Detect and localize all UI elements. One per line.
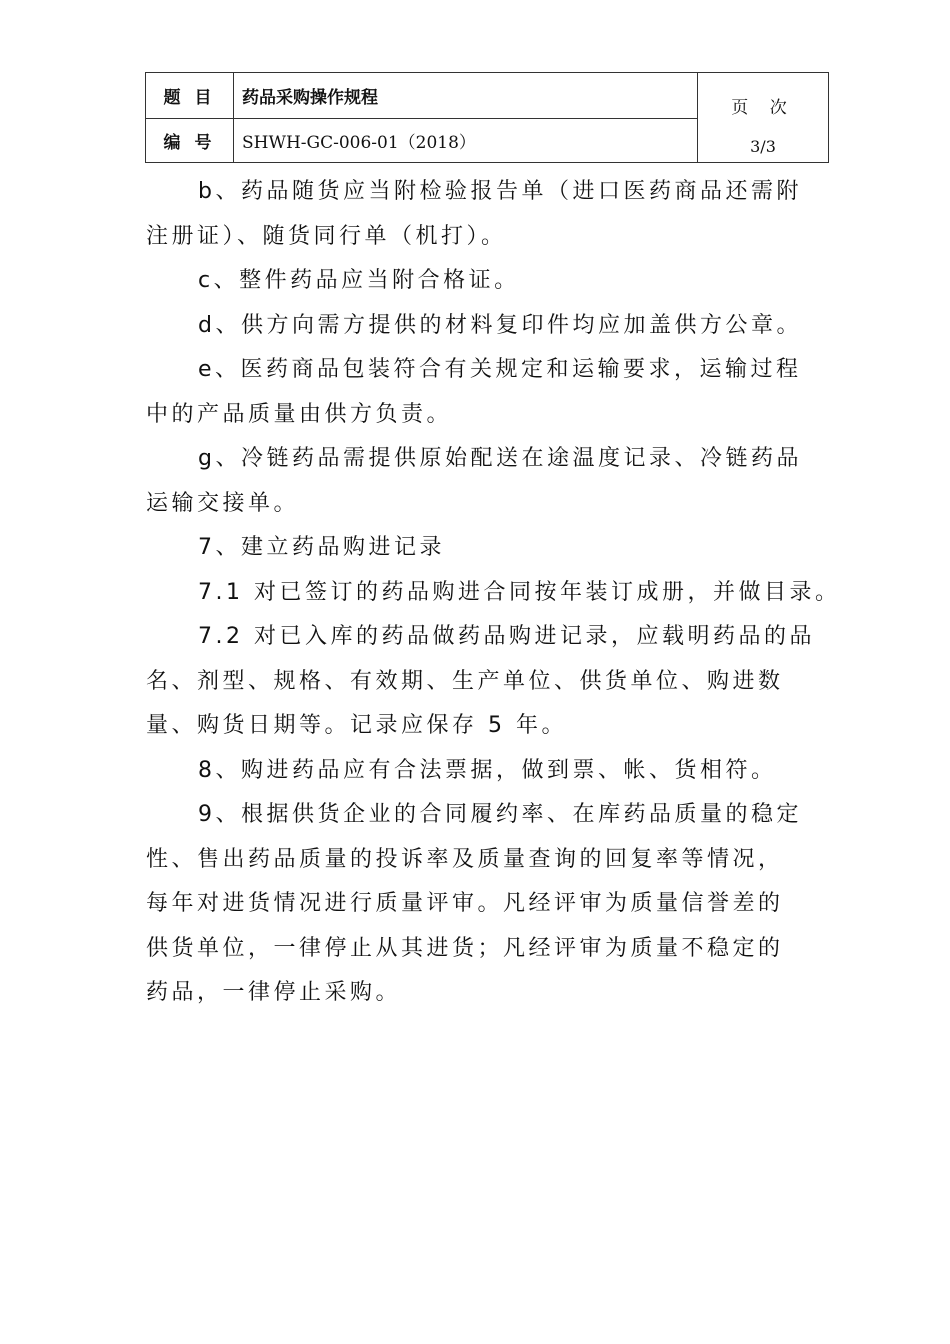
page-label: 页 次: [731, 98, 795, 118]
paragraph-d: d、供方向需方提供的材料复印件均应加盖供方公章。: [198, 312, 802, 338]
paragraph-9-line-4: 供货单位，一律停止从其进货；凡经评审为质量不稳定的: [146, 935, 784, 961]
document-code: SHWH-GC-006-01（2018）: [234, 119, 698, 163]
paragraph-b: b、药品随货应当附检验报告单（进口医药商品还需附注册证）、随货同行单（机打）。: [146, 179, 802, 249]
paragraph-c: c、整件药品应当附合格证。: [198, 268, 520, 293]
paragraph-7-2: 7.2 对已入库的药品做药品购进记录，应载明药品的品名、剂型、规格、有效期、生产单位、供货单位、购进数量、购货日期等。记录应保存 5 年。: [146, 624, 815, 738]
document-title: 药品采购操作规程: [234, 73, 698, 119]
page-number: 3/3: [750, 137, 776, 156]
document-header-table: [145, 72, 829, 163]
paragraph-g: g、冷链药品需提供原始配送在途温度记录、冷链药品运输交接单。: [146, 446, 802, 516]
paragraph-e: e、医药商品包装符合有关规定和运输要求，运输过程中的产品质量由供方负责。: [146, 357, 802, 427]
code-label: 编 号: [146, 119, 234, 163]
paragraph-9: 9、根据供货企业的合同履约率、在库药品质量的稳定性、售出药品质量的投诉率及质量查询的回复率等情况，: [146, 802, 802, 872]
document-body: [146, 170, 841, 1016]
section-7-heading: 7、建立药品购进记录: [198, 535, 445, 560]
paragraph-7-1: 7.1 对已签订的药品购进合同按年装订成册，并做目录。: [198, 579, 841, 605]
paragraph-9-line-5: 药品，一律停止采购。: [146, 980, 402, 1005]
title-label: 题 目: [146, 73, 234, 119]
page-info-cell: [698, 73, 829, 163]
paragraph-8: 8、购进药品应有合法票据，做到票、帐、货相符。: [198, 757, 777, 783]
paragraph-9-line-3: 每年对进货情况进行质量评审。凡经评审为质量信誉差的: [146, 891, 784, 916]
